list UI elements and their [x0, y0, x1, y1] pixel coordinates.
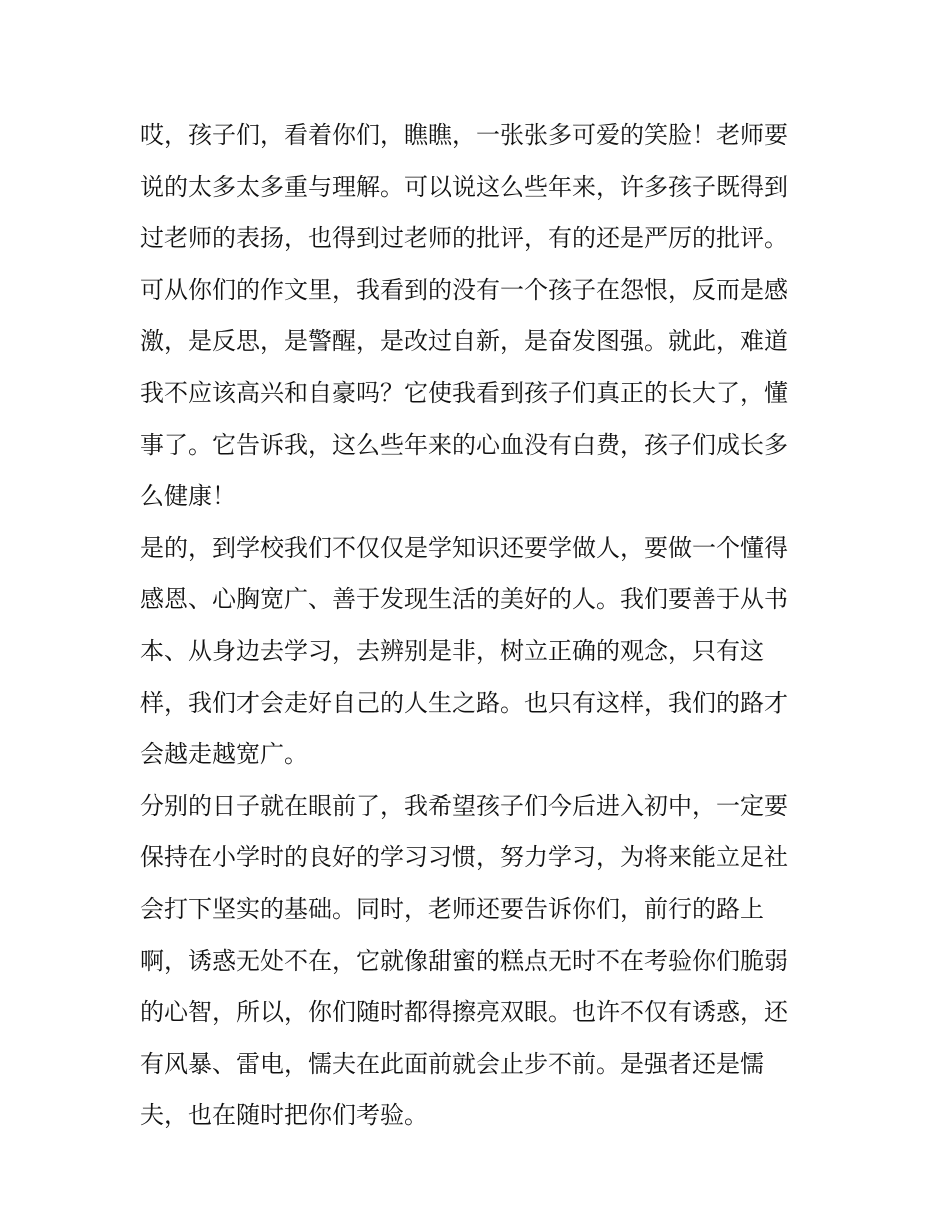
text-line: 本、从身边去学习，去辨别是非，树立正确的观念，只有这	[140, 636, 764, 665]
text-line: 啊，诱惑无处不在，它就像甜蜜的糕点无时不在考验你们脆弱	[140, 946, 788, 975]
text-line: 保持在小学时的良好的学习习惯，努力学习，为将来能立足社	[140, 843, 788, 872]
text-line: 是的，到学校我们不仅仅是学知识还要学做人，要做一个懂得	[140, 533, 788, 562]
text-line: 样，我们才会走好自己的人生之路。也只有这样，我们的路才	[140, 688, 788, 717]
paragraph-1	[140, 110, 820, 523]
text-line: 哎，孩子们，看着你们，瞧瞧，一张张多可爱的笑脸！老师要	[140, 121, 788, 149]
text-line: 的心智，所以，你们随时都得擦亮双眼。也许不仅有诱惑，还	[140, 998, 788, 1027]
text-line: 可从你们的作文里，我看到的没有一个孩子在怨恨，反而是感	[140, 275, 788, 304]
text-line: 过老师的表扬，也得到过老师的批评，有的还是严厉的批评。	[140, 224, 788, 253]
text-line: 会越走越宽广。	[140, 740, 308, 769]
paragraph-2	[140, 523, 820, 781]
text-line: 有风暴、雷电，懦夫在此面前就会止步不前。是强者还是懦	[140, 1049, 764, 1078]
text-line: 事了。它告诉我，这么些年来的心血没有白费，孩子们成长多	[140, 430, 788, 459]
text-line: 我不应该高兴和自豪吗？它使我看到孩子们真正的长大了，懂	[140, 378, 788, 407]
text-line: 感恩、心胸宽广、善于发现生活的美好的人。我们要善于从书	[140, 585, 788, 614]
text-line: 么健康！	[140, 482, 236, 511]
text-line: 分别的日子就在眼前了，我希望孩子们今后进入初中，一定要	[140, 791, 788, 820]
text-line: 夫，也在随时把你们考验。	[140, 1101, 428, 1130]
document-body	[140, 110, 820, 1142]
paragraph-3	[140, 781, 820, 1142]
text-line: 说的太多太多重与理解。可以说这么些年来，许多孩子既得到	[140, 172, 788, 201]
text-line: 会打下坚实的基础。同时，老师还要告诉你们，前行的路上	[140, 894, 764, 923]
text-line: 激，是反思，是警醒，是改过自新，是奋发图强。就此，难道	[140, 327, 788, 356]
